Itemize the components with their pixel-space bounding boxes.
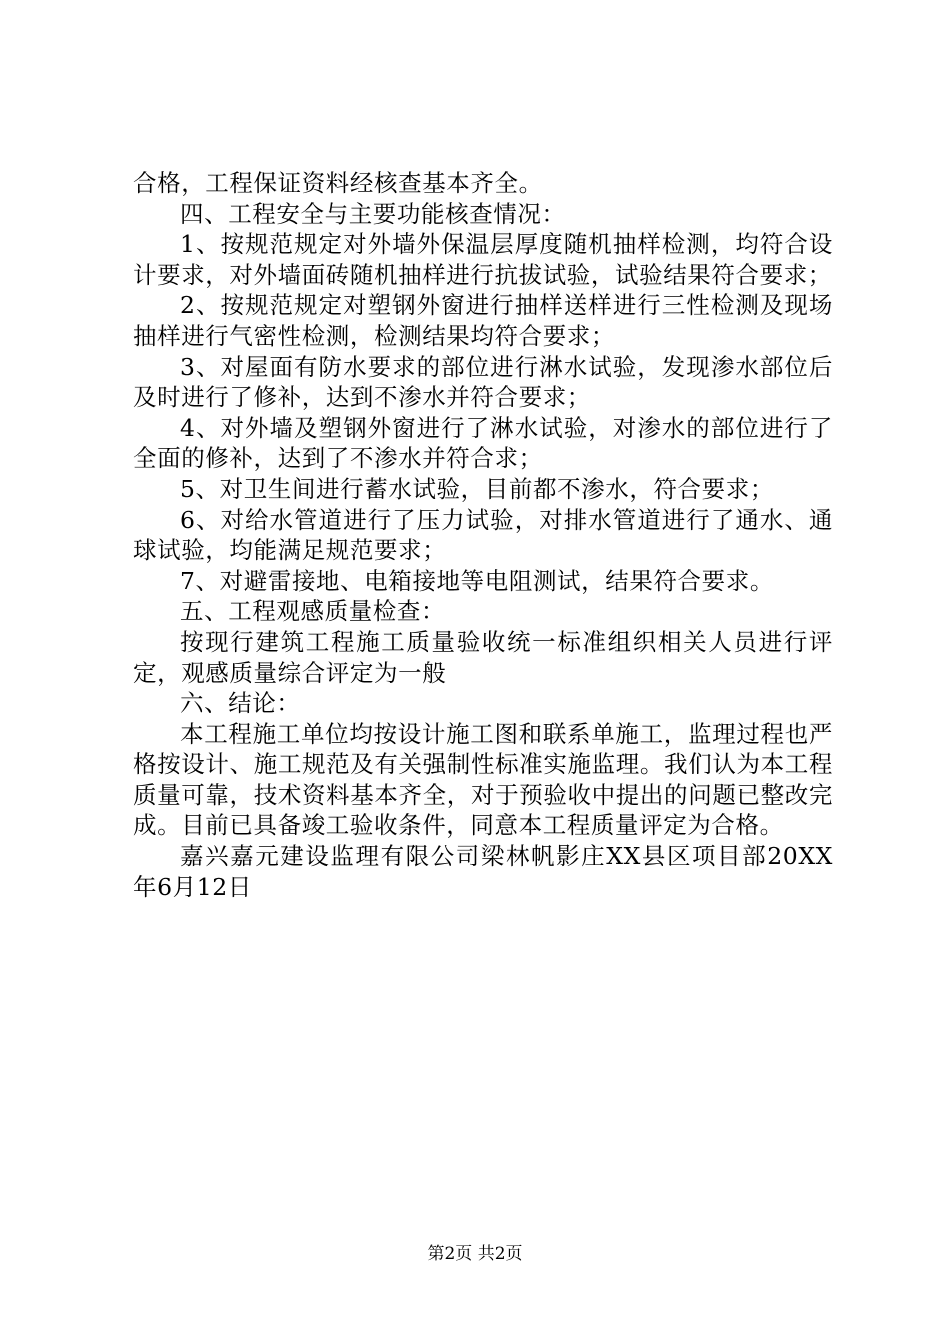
section-heading-conclusion: 六、结论： xyxy=(180,689,301,718)
conclusion-paragraph: 本工程施工单位均按设计施工图和联系单施工，监理过程也严格按设计、施工规范及有关强制性标准实施监理。我们认为本工程质量可靠，技术资料基本齐全，对于预验收中提出的问题已整改完成。目前已具备竣工验收条件，同意本工程质量评定为合格。 xyxy=(133,719,833,840)
section-heading-safety-check: 四、工程安全与主要功能核查情况： xyxy=(180,199,566,228)
signature-line: 嘉兴嘉元建设监理有限公司梁林帆影庄XX县区项目部20XX年6月12日 xyxy=(133,842,833,901)
list-item-7: 7、对避雷接地、电箱接地等电阻测试，结果符合要求。 xyxy=(180,566,774,595)
appearance-paragraph: 按现行建筑工程施工质量验收统一标准组织相关人员进行评定，观感质量综合评定为一般 xyxy=(133,627,833,687)
section-heading-appearance: 五、工程观感质量检查： xyxy=(180,597,446,626)
document-body xyxy=(133,168,833,902)
list-item-6: 6、对给水管道进行了压力试验，对排水管道进行了通水、通球试验，均能满足规范要求； xyxy=(133,505,833,565)
list-item-3: 3、对屋面有防水要求的部位进行淋水试验，发现渗水部位后及时进行了修补，达到不渗水并符合要求； xyxy=(133,352,833,412)
list-item-2: 2、按规范规定对塑钢外窗进行抽样送样进行三性检测及现场抽样进行气密性检测，检测结果均符合要求； xyxy=(133,291,833,350)
list-item-5: 5、对卫生间进行蓄水试验，目前都不渗水，符合要求； xyxy=(180,474,774,503)
paragraph-continuation: 合格，工程保证资料经核查基本齐全。 xyxy=(133,169,543,197)
list-item-4: 4、对外墙及塑钢外窗进行了淋水试验，对渗水的部位进行了全面的修补，达到了不渗水并符合求； xyxy=(133,413,833,473)
list-item-1: 1、按规范规定对外墙外保温层厚度随机抽样检测，均符合设计要求，对外墙面砖随机抽样进行抗拔试验，试验结果符合要求； xyxy=(133,230,833,289)
page-footer: 第2页 共2页 xyxy=(427,1244,523,1264)
